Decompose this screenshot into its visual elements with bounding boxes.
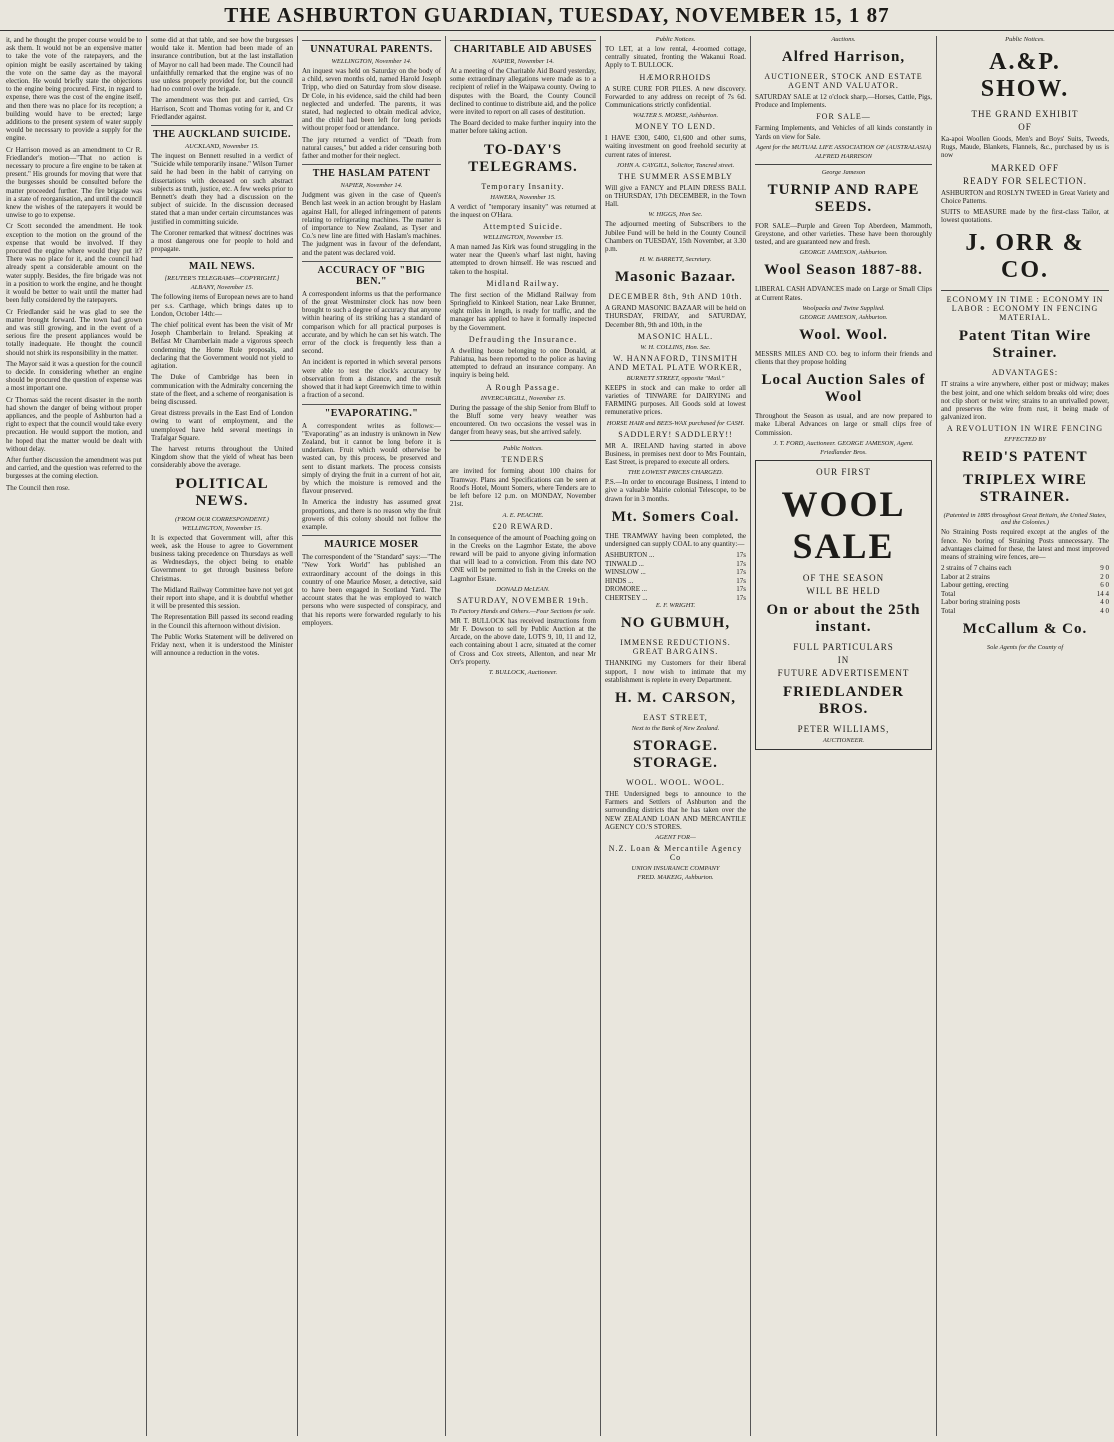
column-4 <box>446 36 601 1436</box>
notice-text: The adjourned meeting of Subscribers to the Jubilee Fund will be held in the County Council Chambers on TUESDAY, 15th November, at 3.30 p.m. <box>605 220 746 254</box>
notice-title: THE SUMMER ASSEMBLY <box>618 171 733 181</box>
dateline: NAPIER, November 14. <box>340 182 403 190</box>
article-paragraph: An inquest was held on Saturday on the body of a child, seven months old, named Harold Joseph Tripp, who died on Saturday from slow disease. Dr Cole, in his evidence, said the child had been neglected and underfed. The parents, it was stated, had neglected to obtain medical advice, and the child had been left for long periods without proper food or attendance. <box>302 67 441 133</box>
on-about: On or about the 25th instant. <box>766 601 921 635</box>
notice-signature: DONALD McLEAN. <box>496 585 550 593</box>
notice-signature: WALTER S. MORSE, Ashburton. <box>632 112 719 120</box>
nz-loan-title: N.Z. Loan & Mercantile Agency Co <box>608 843 743 862</box>
notice-signature: E. F. WRIGHT. <box>655 602 696 610</box>
notice-text: A GRAND MASONIC BAZAAR will be held on THURSDAY, FRIDAY, and SATURDAY, December 8th, 9th and 10th, in the <box>605 304 746 329</box>
price-row <box>605 577 746 586</box>
local-auction-title: Local Auction Sales of Wool <box>761 372 926 406</box>
carson-address-2: Next to the Bank of New Zealand. <box>631 724 720 732</box>
masthead: THE ASHBURTON GUARDIAN, TUESDAY, NOVEMBER 15, 1 87 <box>0 0 1114 31</box>
article-paragraph: A man named Jas Kirk was found struggling in the water near the Queen's wharf last night, having attempted to drown himself. He was rescued and taken to the hospital. <box>450 243 596 276</box>
article-paragraph: A verdict of "temporary insanity" was returned at the inquest on O'Hara. <box>450 202 596 219</box>
article-paragraph: The amendment was then put and carried, Crs Harrison, Scott and Thomas voting for it, and Cr Friedlander against. <box>151 96 293 121</box>
sole-agents: Sole Agents for the County of <box>986 644 1064 652</box>
notice-text: P.S.—In order to encourage Business, I intend to give a valuable Mairie colonial Telescope, to be drawn for in 3 months. <box>605 478 746 503</box>
effected: EFFECTED BY <box>1004 436 1046 444</box>
column-2 <box>147 36 298 1436</box>
mccallum-title: McCallum & Co. <box>962 621 1088 638</box>
notice-signature: W. H. COLLINS, Hon. Sec. <box>640 343 711 351</box>
carson-title: H. M. CARSON, <box>615 689 736 706</box>
dateline: WELLINGTON, November 15. <box>181 524 263 532</box>
notice-text: MESSRS MILES AND CO. beg to inform their friends and clients that they propose holding <box>755 349 932 367</box>
notice-text: THE Undersigned begs to announce to the Farmers and Settlers of Ashburton and the surrounding districts that he has taken over the NEW ZEALAND LOAN AND MERCANTILE AGENCY CO.'S STORES. <box>605 789 746 831</box>
column-7 <box>937 36 1113 1436</box>
cost-list <box>941 564 1109 615</box>
gubmuh-sub: IMMENSE REDUCTIONS. GREAT BARGAINS. <box>620 638 731 657</box>
notice-signature: FRED. MAKEIG, Ashburton. <box>637 873 714 881</box>
notice-text: Throughout the Season as usual, and are now prepared to make Liberal Advances on large or small clips free of Commission. <box>755 412 932 437</box>
wool-season-title: Wool Season 1887-88. <box>764 262 923 279</box>
carson-address: EAST STREET, <box>643 712 708 722</box>
notice-date: SATURDAY, NOVEMBER 19th. <box>456 595 590 605</box>
article-paragraph: The following items of European news are to hand per s.s. Carthage, which brings dates up to London, October 14th:— <box>151 293 293 318</box>
headline-unnatural-parents: UNNATURAL PARENTS. <box>302 40 441 55</box>
our-first: OUR FIRST <box>816 466 871 477</box>
union-insurance: UNION INSURANCE COMPANY <box>631 864 720 872</box>
article-paragraph: After further discussion the amendment was put and carried, and the question was referred to the burgesses at the coming election. <box>6 455 142 481</box>
notice-text: THE TRAMWAY having been completed, the undersigned can supply COAL to any quantity:— <box>605 531 746 549</box>
storage-agent: AGENT FOR— <box>655 833 696 841</box>
price-row <box>605 560 746 569</box>
agent-text: Agent for the MUTUAL LIFE ASSOCIATION OF (AUSTRALASIA) <box>755 143 932 151</box>
cost-row <box>941 573 1109 582</box>
article-paragraph: The first section of the Midland Railway from Springfield to Kinkeel Station, near Lake Brunner, eight miles in length, is ready for traffic, and the manager has applied to have it formally inspected by the Government. <box>450 290 596 332</box>
headline-big-ben: ACCURACY OF "BIG BEN." <box>302 261 441 287</box>
notice-text: IT strains a wire anywhere, either post or midway; makes the best joint, and one which seldom breaks old wire; does not clip short or twist wire; strains to an unrivalled power, and preserves the wire from rust, it being made of galvanized iron. <box>941 380 1109 422</box>
notice-text: ASHBURTON and ROSLYN TWEED in Great Variety and Choice Patterns. <box>941 188 1109 205</box>
notice-title: TENDERS <box>501 455 545 465</box>
notice-text: THANKING my Customers for their liberal support, I now wish to intimate that my establishment is replete in every Department. <box>605 659 746 684</box>
dateline: WELLINGTON, November 15. <box>482 234 564 242</box>
section-header: Public Notices. <box>1005 36 1045 43</box>
article-paragraph: It is expected that Government will, after this week, ask the House to agree to Government business taking precedence on Thursdays as well as Wednesdays, the object being to enable Government to get through business before Christmas. <box>151 533 293 583</box>
dateline: WELLINGTON, November 14. <box>331 58 412 65</box>
headline-evaporating: "EVAPORATING." <box>302 404 441 419</box>
price-row <box>605 551 746 560</box>
article-paragraph: A dwelling house belonging to one Donald, at Pahiatua, has been reported to the police as having attempted to defraud an insurance company. An inquiry is being held. <box>450 346 596 380</box>
headline-haslam-patent: THE HASLAM PATENT <box>302 164 441 179</box>
subhead: Defrauding the Insurance. <box>468 334 578 344</box>
article-paragraph: An incident is reported in which several persons were able to test the clock's accuracy by observation from a distance, and the result showed that it had kept Greenwich time to within a fraction of a second. <box>302 358 441 400</box>
titan-title: Patent Titan Wire Strainer. <box>958 328 1092 362</box>
notice-signature: GEORGE JAMESON, Ashburton. <box>799 313 888 321</box>
notice-title: W. HANNAFORD, TINSMITH AND METAL PLATE WORKER, <box>608 353 743 372</box>
subhead: [REUTER'S TELEGRAMS—COPYRIGHT.] <box>164 275 280 283</box>
article-paragraph: Cr Scott seconded the amendment. He took exception to the motion on the ground of the expense that would be involved. If they procured the engine where would they put it? There was no place for it, and the council had already spent a considerable amount on the water supply. Besides, the fire brigade was not in a position to work the engine, and he thought it would be better to wait until the matter had been fully considered by the ratepayers. <box>6 222 142 305</box>
notice-signature: H. W. BARRETT, Secretary. <box>639 256 712 264</box>
article-paragraph: it, and he thought the proper course would be to ask them. It would not be an expensive matter to take the vote of the ratepayers, and the opinion might be easily ascertained by taking the vote on the same day as the mayoral election. He would briefly state the objections to the engine being procured. First, in regard to expense, there was the cost of the engine itself, and then there was no place for its reception; a building would have to be erected; large additions to the present system of water supply would be necessary to provide a supply for the engine. <box>6 36 142 143</box>
notice-text: MR T. BULLOCK has received instructions from Mr F. Dowson to sell by Public Auction at the Arcade, on the above date, LOTS 9, 10, 11 and 12, each containing about 1 acre, situated at the corner of Cross and Cox streets, Allenton, and near Mr Orr's property. <box>450 616 596 666</box>
alfred-harrison-title: Alfred Harrison, <box>781 49 906 65</box>
article-paragraph: In America the industry has assumed great proportions, and there is no reason why the fruit growers of this colony should not follow the example. <box>302 498 441 531</box>
cost-row <box>941 581 1109 590</box>
dateline: NAPIER, November 14. <box>491 58 555 65</box>
article-paragraph: some did at that table, and see how the burgesses would take it. Mention had been made of an insurance contribution, but at the last installation of Mayor no call had been made. The Council had unfaithfully remarked that the engine was of no use unless properly provided for, but the council had no control over the brigade. <box>151 36 293 94</box>
price: 17s <box>736 576 746 585</box>
in-text: IN <box>837 654 850 665</box>
article-paragraph: The Mayor said it was a question for the council to decide. In considering whether an engine should be procured the question of expense was a most important one. <box>6 359 142 393</box>
divider <box>755 164 932 165</box>
notice-text: KEEPS in stock and can make to order all varieties of TINWARE for DAIRYING and FARMING purposes. All Goods sold at lowest remunerative prices. <box>605 383 746 417</box>
headline-charitable-aid: CHARITABLE AID ABUSES <box>450 40 596 55</box>
divider <box>450 440 596 441</box>
notice-signature: J. T. FORD, Auctioneer. GEORGE JAMESON, Agent. <box>773 439 914 447</box>
article-paragraph: Cr Harrison moved as an amendment to Cr R. Friedlander's motion—"That no action is necessary to procure a fire engine to be taken at present." His grounds for moving that were that the burgesses should be consulted before the matter proceeded further. The fire brigade was in a state of reorganisation, and until the council knew the wishes of the ratepayers it would be unwise to go to expense. <box>6 145 142 220</box>
notice-text: LIBERAL CASH ADVANCES made on Large or Small Clips at Current Rates. <box>755 285 932 302</box>
notice-text: TO LET, at a low rental, 4-roomed cottage, centrally situated, fronting the Wakanui Road. Apply to T. BULLOCK. <box>605 45 746 70</box>
article-paragraph: The Public Works Statement will be delivered on Friday next, when it is understood the Minister will announce a reduction in the votes. <box>151 632 293 658</box>
headline-maurice-moser: MAURICE MOSER <box>302 535 441 550</box>
triplex-title: TRIPLEX WIRE STRAINER. <box>963 472 1087 506</box>
alfred-harrison-sub: AUCTIONEER, STOCK AND ESTATE AGENT AND VALUATOR. <box>764 72 923 90</box>
place: WINSLOW ... <box>605 568 646 577</box>
dateline: HAWERA, November 15. <box>490 193 556 201</box>
section-header: Auctions. <box>831 36 856 43</box>
notice-signature: T. BULLOCK, Auctioneer. <box>488 668 558 676</box>
article-paragraph: The correspondent of the "Standard" says:—"The "New York World" has published an extraordinary account of the doings in this country of one Maurice Moser, a detective, said to have been engaged in Scotland Yard. The account states that he was employed to watch persons who were suspected of conspiracy, and that his reports were forwarded regularly to his employers. <box>302 553 442 627</box>
turnip-title: TURNIP AND RAPE SEEDS. <box>767 181 920 215</box>
article-paragraph: The Duke of Cambridge has been in communication with the Admiralty concerning the state of the fleet, and a scheme of reorganisation is being discussed. <box>151 373 293 406</box>
article-paragraph: A correspondent informs us that the performance of the great Westminster clock has now been brought to such a degree of accuracy that anyone within hearing of its striking has a standard of comparison which for all practical purposes is accurate, and by which he can set his watch. The error of the clock is frequently less than a second. <box>302 289 441 356</box>
cost-item: Labour getting, erecting <box>941 581 1009 590</box>
cost-row <box>941 564 1109 573</box>
place: HINDS ... <box>605 576 634 585</box>
economy: ECONOMY IN TIME : ECONOMY IN LABOR : ECONOMY IN FENCING MATERIAL. <box>946 295 1104 323</box>
notice-title: To Factory Hands and Others.—Four Sections for sale. <box>450 607 596 615</box>
will-be-held: WILL BE HELD <box>806 585 881 596</box>
column-5 <box>601 36 751 1436</box>
notice-text: SUITS to MEASURE made by the first-class Tailor, at lowest quotations. <box>941 208 1109 225</box>
subhead: Attempted Suicide. <box>483 222 563 232</box>
cost-price: 6 0 <box>1100 581 1109 590</box>
price: 17s <box>736 593 746 602</box>
of: OF <box>1018 122 1032 132</box>
article-paragraph: Cr Friedlander said he was glad to see the matter brought forward. The town had grown and was still growing, and in the event of a serious fire the present appliances would be totally inadequate. He thought the council should not shirk its responsibility in the matter. <box>6 307 142 357</box>
cost-item: 2 strains of 7 chains each <box>941 564 1012 573</box>
article-paragraph: The Representation Bill passed its second reading in the Council this afternoon without division. <box>151 613 293 630</box>
notice-text: HORSE HAIR and BEES-WAX purchased for CASH. <box>606 419 745 427</box>
notice-signature: JOHN A. CAYGILL, Solicitor, Tancred street. <box>616 161 735 169</box>
notice-text: Will give a FANCY and PLAIN DRESS BALL on THURSDAY, 17th DECEMBER, in the Town Hall. <box>605 183 746 209</box>
cost-item: Total <box>941 606 956 615</box>
headline-todays-telegrams: TO-DAY'S TELEGRAMS. <box>468 141 578 175</box>
cost-row <box>941 607 1109 616</box>
ready: READY FOR SELECTION. <box>963 175 1087 186</box>
jameson-name: George Jameson <box>821 168 866 176</box>
gubmuh-title: NO GUBMUH, <box>620 615 731 632</box>
notice-text: Ka-apoi Woollen Goods, Men's and Boys' Suits, Tweeds, Rugs, Maude, Blankets, Flannels, &c., purchased by us is now <box>941 135 1109 160</box>
place: CHERTSEY ... <box>605 593 648 602</box>
headline-mail-news: MAIL NEWS. <box>151 257 293 272</box>
notice-title: MONEY TO LEND. <box>635 122 716 132</box>
notice-signature: ALFRED HARRISON <box>815 152 872 160</box>
headline-auckland-suicide: THE AUCKLAND SUICIDE. <box>151 125 293 140</box>
coal-price-list <box>605 551 746 602</box>
subhead: (FROM OUR CORRESPONDENT.) <box>175 515 269 523</box>
notice-text: A SURE CURE FOR PILES. A new discovery. Forwarded to any address on receipt of 7s 6d. Communications strictly confidential. <box>605 84 746 110</box>
future-advertisement: FUTURE ADVERTISEMENT <box>777 667 910 678</box>
notice-text: I HAVE £300, £400, £1,600 and other sums, waiting investment on good freehold security at current rates of interest. <box>605 134 746 159</box>
article-paragraph: The Coroner remarked that witness' doctrines was a most dangerous one for people to hold and propagate. <box>151 228 293 254</box>
wool-sale-title: WOOL SALE <box>781 483 906 566</box>
orr-title: J. ORR & CO. <box>965 230 1085 284</box>
cost-item: Labor at 2 strains <box>941 572 990 581</box>
marked-off: MARKED OFF <box>991 162 1059 173</box>
article-paragraph: The Midland Railway Committee have not yet got their report into shape, and it is doubtful whether it will be presented this session. <box>151 585 293 611</box>
article-paragraph: The Board decided to make further inquiry into the matter before taking action. <box>450 119 596 136</box>
notice-title: HÆMORRHOIDS <box>639 72 712 82</box>
article-paragraph: During the passage of the ship Senior from Bluff to the Bluff some very heavy weather was encountered. On two occasions the vessel was in danger from heavy seas, but she arrived safely. <box>450 403 596 437</box>
subhead: A Rough Passage. <box>486 382 560 392</box>
grand-exhibit: THE GRAND EXHIBIT <box>971 109 1079 119</box>
cost-price: 2 0 <box>1100 572 1109 581</box>
article-paragraph: Cr Thomas said the recent disaster in the north had shown the danger of being without proper appliances, and the people of Ashburton had a right to expect that the council would take every precaution. He would support the motion, and he hoped that the matter would be dealt with without delay. <box>6 395 142 453</box>
cost-price: 14 4 <box>1096 589 1109 598</box>
article-paragraph: The inquest on Bennett resulted in a verdict of "Suicide while temporarily insane." Wilson Turner said he had been in the habit of carrying on dissertations with deceased on such abstract subjects as truth, justice, etc. A few weeks prior to Bennett's death they had a discussion on the subject of suicide. In the discussion deceased stated that a man under certain circumstances was justified in committing suicide. <box>151 152 293 226</box>
full-particulars: FULL PARTICULARS <box>793 641 894 652</box>
dateline: AUCKLAND, November 15. <box>185 143 259 151</box>
place: TINWALD ... <box>605 559 644 568</box>
cost-price: 9 0 <box>1100 564 1109 573</box>
column-1 <box>2 36 147 1436</box>
subhead: Midland Railway. <box>486 278 560 288</box>
ap-show-title: A.&P. SHOW. <box>980 49 1070 102</box>
dateline: INVERCARGILL, November 15. <box>480 394 566 402</box>
advantages: ADVANTAGES: <box>991 368 1059 378</box>
patented: (Patented in 1885 throughout Great Britain, the United States, and the Colonies.) <box>943 512 1107 527</box>
cost-item: Labor boring straining posts <box>941 598 1021 607</box>
place: ASHBURTON ... <box>605 551 655 560</box>
masonic-bazaar-title: Masonic Bazaar. <box>614 269 737 286</box>
article-paragraph: Great distress prevails in the East End of London owing to want of employment, and the unemployed have held several meetings in Trafalgar Square. <box>151 409 293 442</box>
friedlander-bros: FRIEDLANDER BROS. <box>782 683 904 717</box>
notice-text: No Straining Posts required except at the angles of the fence. No boring of Straining Posts unnecessary. The advantages claimed for these, the latest and most improved means of straining wire fences, are— <box>941 528 1109 562</box>
dateline: ALBANY, November 15. <box>190 284 254 292</box>
notice-text: are invited for forming about 100 chains for Tramway. Plans and Specifications can be seen at Rood's Hotel, Mount Somers, where Tenders are to be left before 12 p.m. on MONDAY, November 21st. <box>450 467 596 509</box>
revolution: A REVOLUTION IN WIRE FENCING <box>946 424 1104 434</box>
price: 17s <box>736 585 746 594</box>
wool-wool-title: Wool. Wool. <box>799 326 888 343</box>
notice-address: BURNETT STREET, opposite "Mail." <box>626 374 725 382</box>
notice-text: FOR SALE—Purple and Green Top Aberdeen, Mammoth, Greystone, and other varieties. These have been thoroughly tested, and are guaranteed new and fresh. <box>755 221 932 247</box>
notice-title: SADDLERY! SADDLERY!! <box>618 429 733 439</box>
notice-text: In consequence of the amount of Poaching going on in the Creeks on the Lagmhor Estate, the above reward will be paid to anyone giving information that will lead to a conviction. From this date NO ONE will be permitted to fish in the Creeks on the Lagmhor Estate. <box>450 533 596 583</box>
article-paragraph: The Council then rose. <box>6 483 70 492</box>
article-paragraph: At a meeting of the Charitable Aid Board yesterday, some extraordinary allegations were made as to a recipient of relief in the Waipawa county. Owing to disputes with the Board, the County Council declined to continue to distribute aid, and the police were invited to report on all cases of destitution. <box>450 67 596 117</box>
price-row <box>605 594 746 603</box>
subhead: Temporary Insanity. <box>481 181 565 191</box>
price: 17s <box>736 559 746 568</box>
notice-signature: GEORGE JAMESON, Ashburton. <box>799 249 888 257</box>
column-3 <box>298 36 446 1436</box>
price: 17s <box>736 568 746 577</box>
notice-text: Farming Implements, and Vehicles of all kinds constantly in Yards on view for Sale. <box>755 124 932 141</box>
masonic-hall: MASONIC HALL. <box>637 331 714 341</box>
article-paragraph: A correspondent writes as follows:— "Evaporating" as an industry is unknown in New Zealand, but it cannot be long before it is undertaken. Fruit which would otherwise be wasted can, by this process, be preserved and sent to distant markets. The process consists simply of drying the fruit in a current of hot air, by which the moisture is removed and the flavour preserved. <box>302 421 441 496</box>
friedlander-ash: Friedlander Bros. <box>820 448 867 456</box>
masonic-date: DECEMBER 8th, 9th AND 10th. <box>608 292 743 302</box>
storage-title: STORAGE. STORAGE. <box>633 737 718 771</box>
of-season: OF THE SEASON <box>802 572 885 583</box>
price-row <box>605 585 746 594</box>
cost-row <box>941 598 1109 607</box>
place: DROMORE ... <box>605 585 648 594</box>
notice-signature: W. HIGGS, Hon Sec. <box>648 211 703 219</box>
notice-text: SATURDAY SALE at 12 o'clock sharp,—Horses, Cattle, Pigs, Produce and Implements. <box>755 93 932 110</box>
cost-row <box>941 590 1109 599</box>
wool-sale-box <box>755 460 932 750</box>
peter-williams: PETER WILLIAMS, <box>797 723 890 734</box>
section-header: Public Notices. <box>503 445 543 453</box>
article-paragraph: The harvest returns throughout the United Kingdom show that the yield of wheat has been considerably above the average. <box>151 444 293 470</box>
for-sale: FOR SALE— <box>816 112 871 122</box>
price: 17s <box>736 551 746 560</box>
article-paragraph: Judgment was given in the case of Queen's Bench last week in an action brought by Haslam against Hall, for alleged infringement of patents relating to refrigerating machines. The matter is of importance to New Zealand, as Tyser and Co.'s new line are fitted with Haslam's machines. The judgment was in favour of the defendant, and the patent was declared void. <box>302 191 441 257</box>
article-paragraph: The jury returned a verdict of "Death from natural causes," but added a rider censuring both father and mother for their neglect. <box>302 135 441 161</box>
cost-price: 4 0 <box>1100 598 1109 607</box>
reid-title: REID'S PATENT <box>962 449 1088 466</box>
notice-title: £20 REWARD. <box>492 521 554 531</box>
woolpacks: Woolpacks and Twine Supplied. <box>802 304 885 312</box>
storage-sub: WOOL. WOOL. WOOL. <box>626 777 725 787</box>
divider <box>941 290 1109 291</box>
peter-williams-sub: AUCTIONEER. <box>822 736 865 744</box>
article-paragraph: The chief political event has been the visit of Mr Joseph Chamberlain to Ireland. Speaking at Belfast Mr Chamberlain made a vigorous speech condemning the Home Rule proposals, and declaring that the Government would not yield to agitation. <box>151 321 293 371</box>
price-row <box>605 568 746 577</box>
cost-price: 4 0 <box>1100 606 1109 615</box>
section-header: Public Notices. <box>655 36 696 43</box>
headline-political-news: POLITICAL NEWS. <box>175 475 269 509</box>
notice-text: MR A. IRELAND having started in above Business, in premises next door to Mrs Fountain, East Street, is prepared to execute all orders. <box>605 441 746 467</box>
column-6 <box>751 36 937 1436</box>
coal-title: Mt. Somers Coal. <box>611 508 740 525</box>
notice-signature: A. E. PEACHE. <box>502 511 544 519</box>
notice-text: THE LOWEST PRICES CHARGED. <box>627 469 724 477</box>
cost-item: Total <box>941 589 956 598</box>
